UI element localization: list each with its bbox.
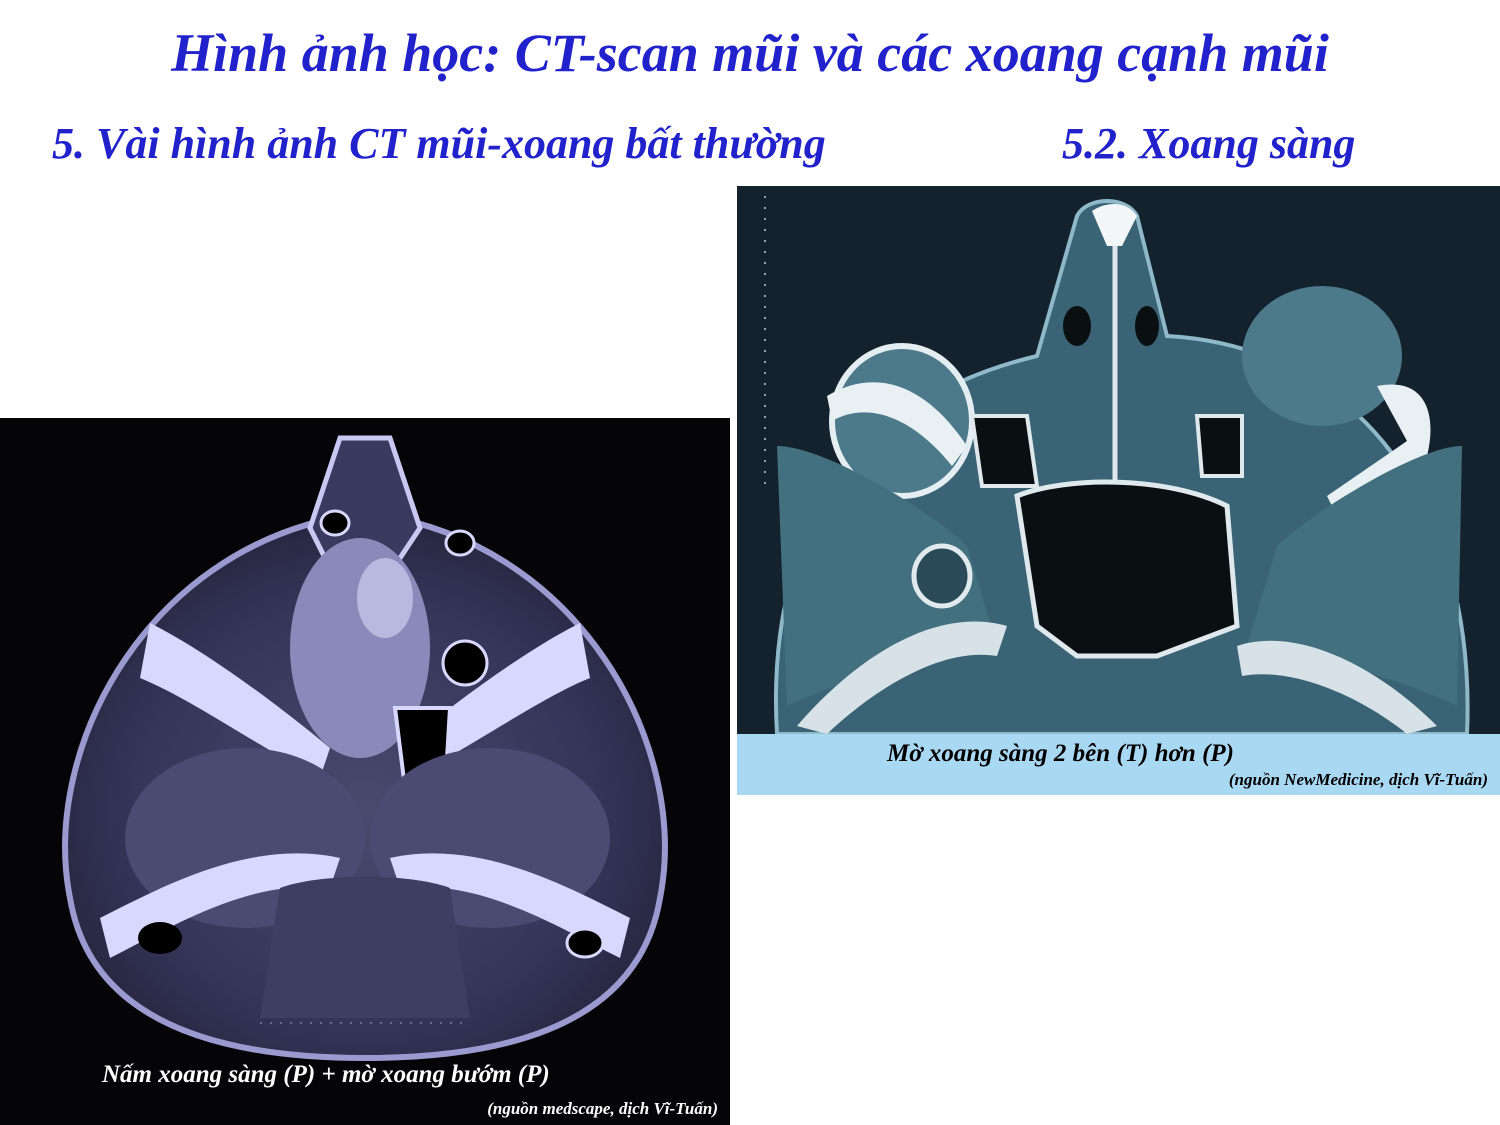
ct-image-fungal-ethmoid — [0, 418, 730, 1125]
figure-source: (nguồn medscape, dịch Vĩ-Tuấn) — [487, 1099, 718, 1118]
section-subtitle: 5. Vài hình ảnh CT mũi-xoang bất thường — [52, 119, 826, 168]
ct-image-ethmoid-opacity — [737, 186, 1500, 795]
subsection-heading: 5.2. Xoang sàng — [1062, 119, 1356, 168]
ct-scan-axial-right — [737, 186, 1500, 734]
figure-caption: Nấm xoang sàng (P) + mờ xoang bướm (P) — [102, 1061, 550, 1088]
slide-title: Hình ảnh học: CT-scan mũi và các xoang cạnh mũi — [171, 23, 1329, 83]
ct-scan-axial-left — [0, 418, 730, 1125]
figure-source: (nguồn NewMedicine, dịch Vĩ-Tuấn) — [1228, 770, 1488, 789]
caption-bar — [737, 734, 1500, 795]
figure-caption: Mờ xoang sàng 2 bên (T) hơn (P) — [887, 740, 1234, 767]
